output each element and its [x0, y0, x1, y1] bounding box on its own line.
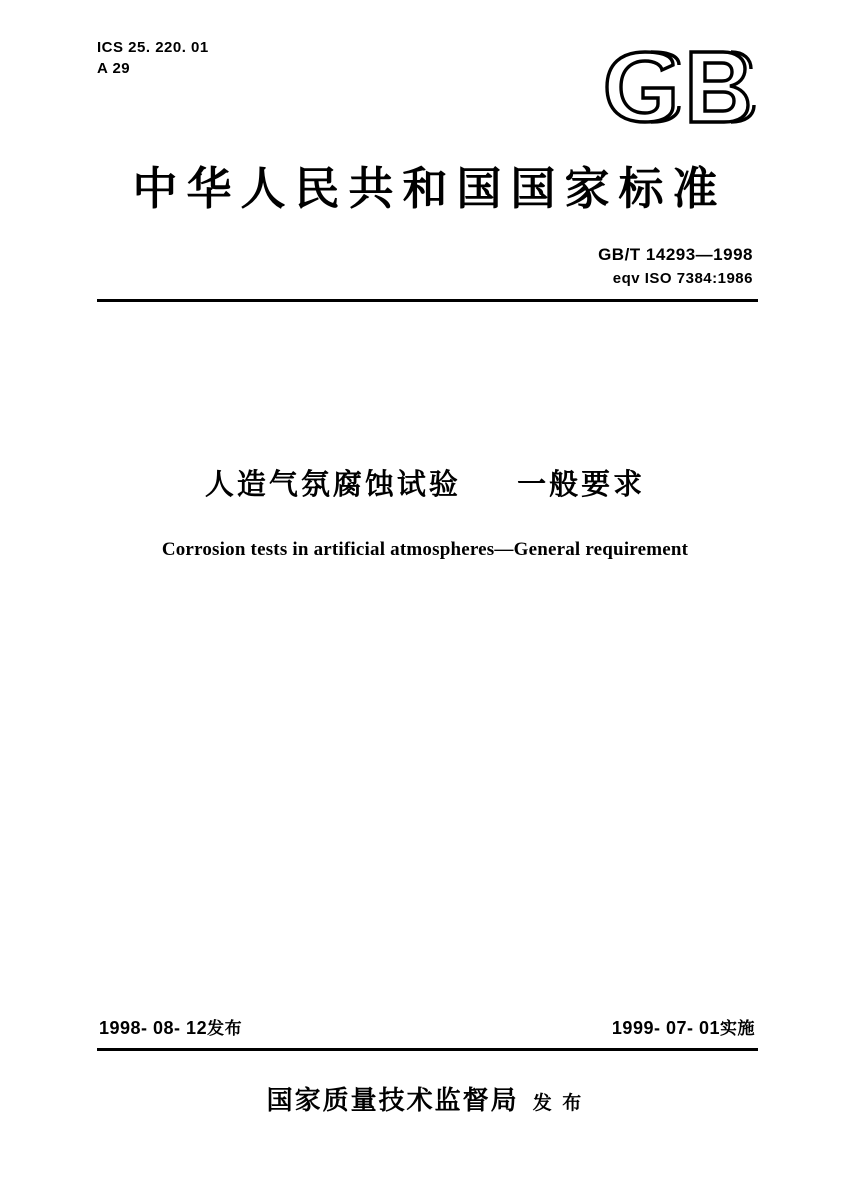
header-divider: [97, 299, 758, 302]
footer-divider: [97, 1048, 758, 1051]
implementation-date: 1999- 07- 01: [611, 1018, 720, 1038]
ics-classification: [97, 38, 209, 79]
ccs-code: A 29: [97, 60, 131, 77]
document-title-english: Corrosion tests in artificial atmospheres—General requirement: [161, 539, 689, 560]
standard-equivalent: eqv ISO 7384:1986: [612, 270, 753, 287]
gb-logo-icon: [595, 48, 765, 126]
publisher-block: [0, 1080, 850, 1117]
publisher-action-label: 发 布: [532, 1092, 584, 1114]
page-title: 中华人民共和国国家标准: [132, 162, 727, 215]
implementation-date-label: 实施: [720, 1019, 755, 1039]
document-title-chinese: [0, 462, 850, 503]
document-title-chinese-sub: 一般要求: [517, 467, 646, 501]
issue-date-block: [99, 1014, 242, 1039]
standard-number: GB/T 14293—1998: [598, 245, 753, 264]
standard-number-block: [598, 245, 753, 287]
document-title-chinese-main: 人造气氛腐蚀试验: [204, 467, 461, 501]
publisher-organization: 国家质量技术监督局: [266, 1086, 519, 1116]
issue-date-label: 发布: [207, 1019, 243, 1039]
ics-code: ICS 25. 220. 01: [97, 39, 209, 56]
implementation-date-block: [612, 1014, 755, 1039]
issue-date: 1998- 08- 12: [99, 1018, 208, 1038]
